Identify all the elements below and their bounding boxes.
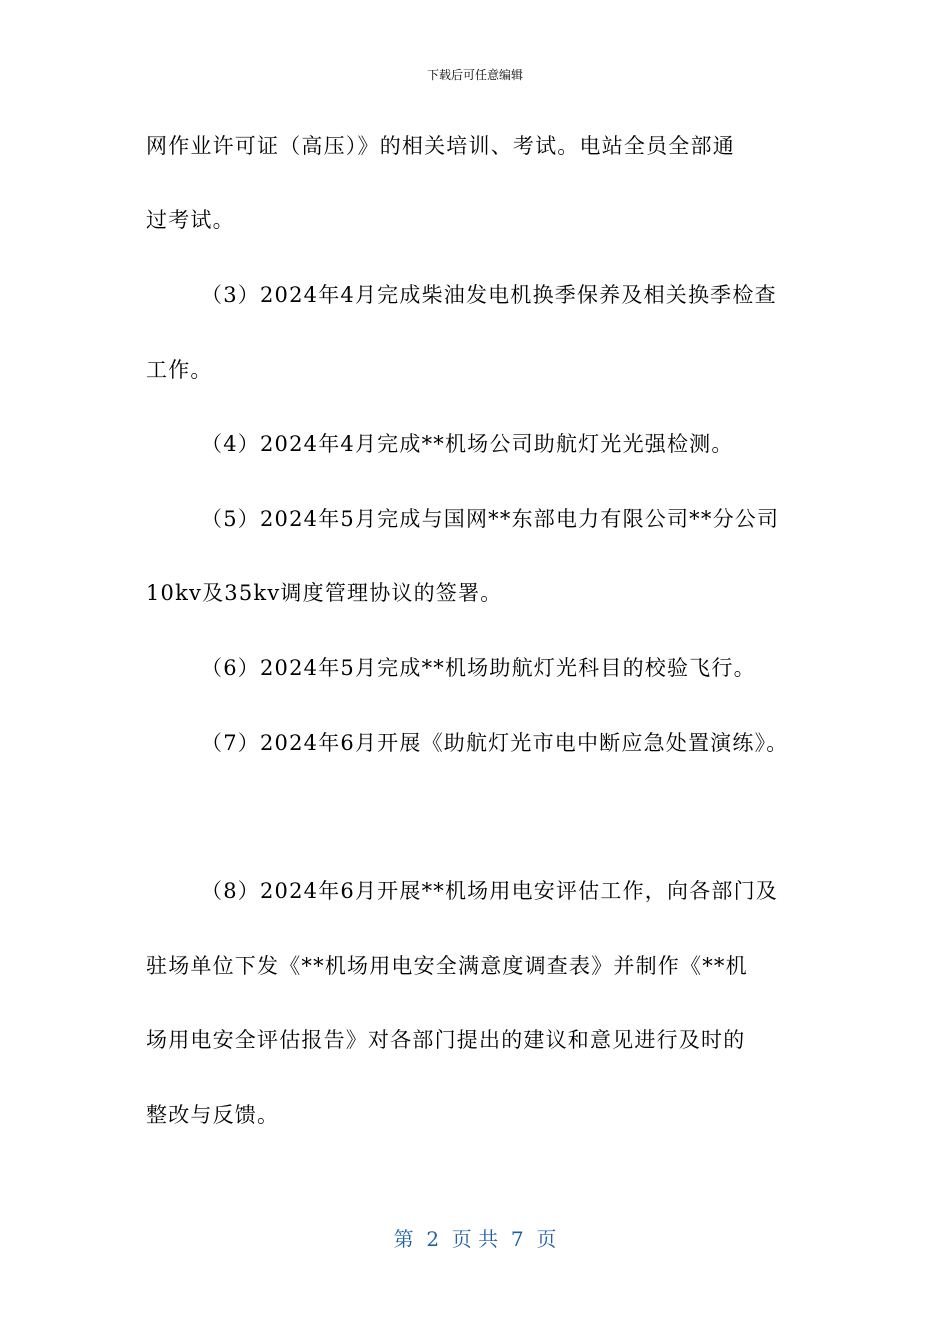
paragraph-line: （8）2024年6月开展**机场用电安评估工作，向各部门及 xyxy=(201,879,778,903)
paragraph-line: 驻场单位下发《**机场用电安全满意度调查表》并制作《**机 xyxy=(146,954,748,978)
page-header: 下载后可任意编辑 xyxy=(426,68,523,82)
page-number-footer: 第 2 页 共 7 页 xyxy=(393,1227,557,1251)
paragraph-line: 工作。 xyxy=(146,358,213,382)
paragraph-line: （4）2024年4月完成**机场公司助航灯光光强检测。 xyxy=(201,432,734,456)
paragraph-line: 网作业许可证（高压）》的相关培训、考试。电站全员全部通 xyxy=(146,134,735,158)
paragraph-line: （3）2024年4月完成柴油发电机换季保养及相关换季检查 xyxy=(201,283,777,307)
paragraph-line: （7）2024年6月开展《助航灯光市电中断应急处置演练》。 xyxy=(201,731,789,755)
paragraph-line: 整改与反馈。 xyxy=(146,1103,280,1127)
paragraph-line: 场用电安全评估报告》对各部门提出的建议和意见进行及时的 xyxy=(146,1028,746,1052)
paragraph-line: 10kv及35kv调度管理协议的签署。 xyxy=(146,581,503,605)
paragraph-line: （6）2024年5月完成**机场助航灯光科目的校验飞行。 xyxy=(201,656,756,680)
paragraph-line: （5）2024年5月完成与国网**东部电力有限公司**分公司 xyxy=(201,507,780,531)
paragraph-line: 过考试。 xyxy=(146,208,235,232)
